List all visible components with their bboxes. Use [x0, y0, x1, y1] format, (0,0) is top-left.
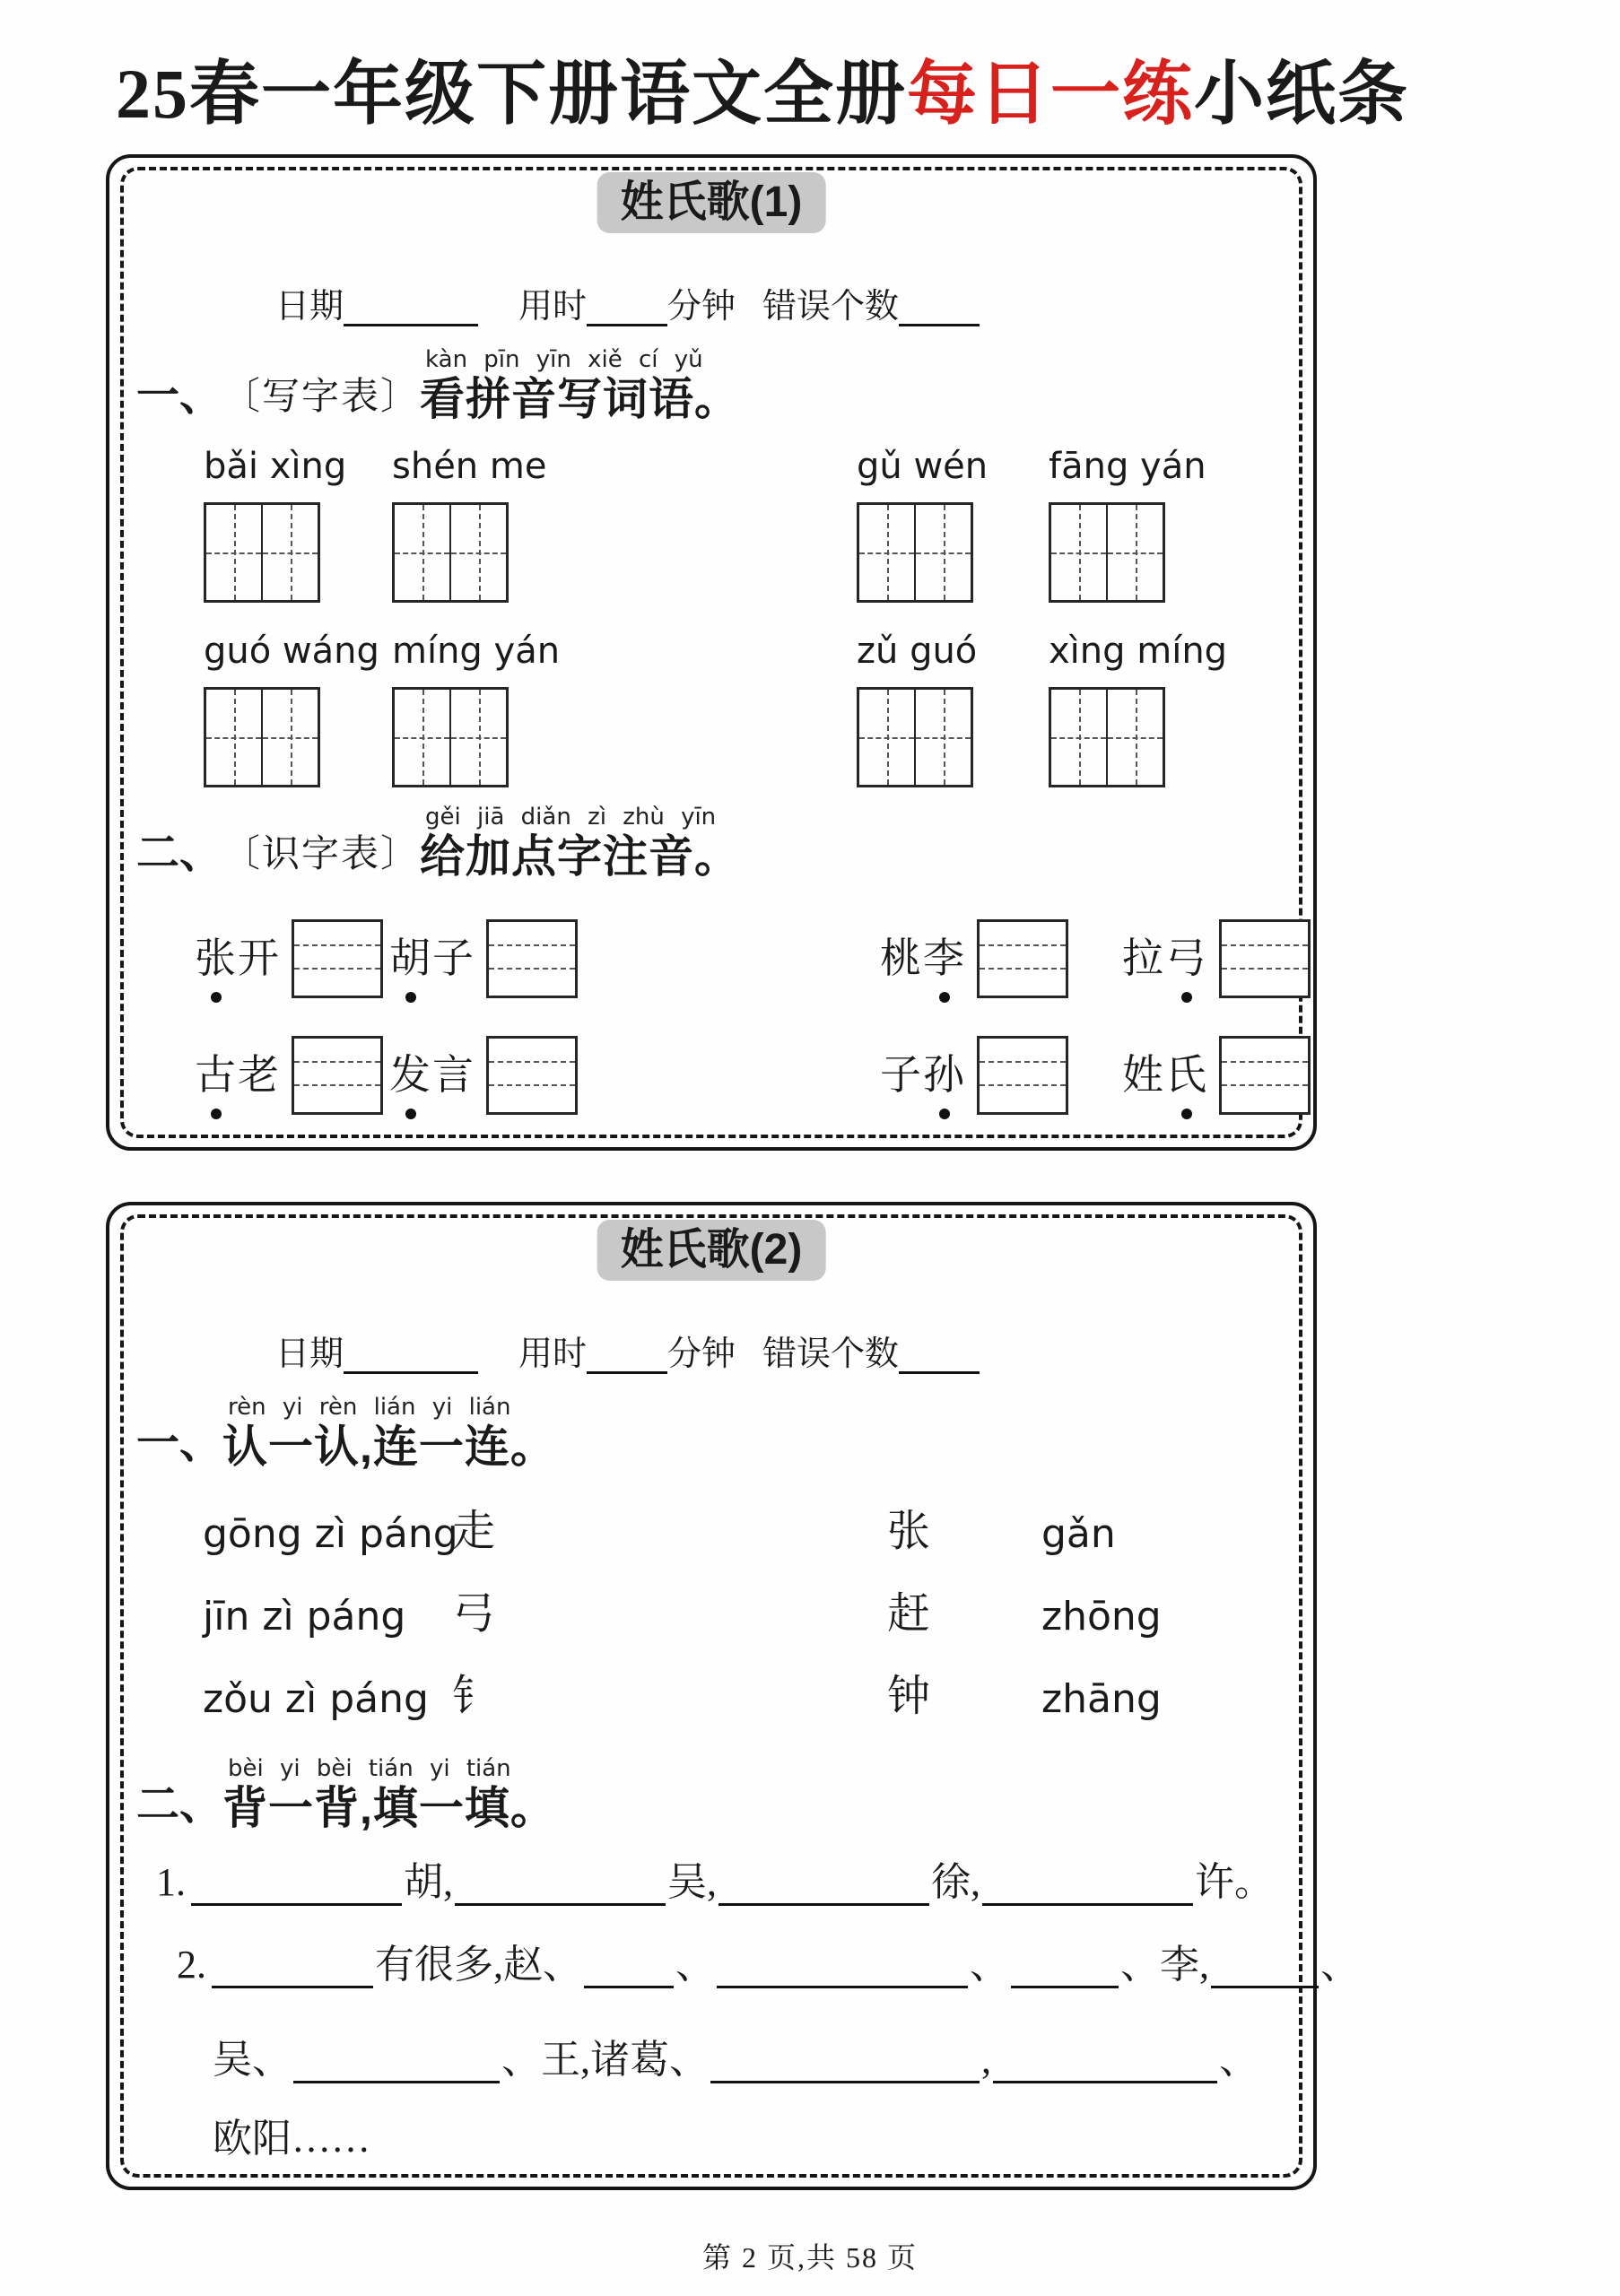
fill-blank	[1211, 1975, 1319, 1988]
pinyin-answer-box	[292, 1036, 383, 1115]
time-label: 用时	[518, 1335, 588, 1373]
writing-grid	[1049, 687, 1165, 787]
title-segment-suffix: 小纸条	[1194, 55, 1410, 133]
fill-blank	[993, 2070, 1217, 2083]
section-tag: 〔写字表〕	[222, 377, 421, 418]
writing-grid	[392, 502, 509, 603]
grid-cell	[395, 505, 449, 600]
match-radical: 走	[452, 1508, 496, 1555]
pinyin-answer-box	[292, 919, 383, 998]
fill-text: 、	[675, 1943, 715, 1987]
section-pinyin: gěi jiā diǎn zì zhù yīn	[425, 804, 717, 831]
time-blank	[587, 1362, 667, 1374]
annotate-item	[1122, 1035, 1311, 1116]
match-character: 赶	[887, 1590, 931, 1638]
pinyin-word-cell	[392, 631, 561, 787]
grid-cell	[261, 505, 318, 600]
fill-text: 、李,	[1120, 1943, 1209, 1987]
match-reading: zhāng	[1041, 1676, 1162, 1722]
pinyin-word-cell	[392, 446, 547, 603]
annotate-item	[389, 1035, 578, 1116]
page-title	[90, 38, 1435, 138]
pinyin-word: zǔ guó	[857, 631, 978, 672]
grid-cell	[206, 505, 261, 600]
section-pinyin: rèn yi rèn lián yi lián	[228, 1394, 511, 1421]
annotate-char: 言	[432, 1052, 475, 1098]
pinyin-word-cell	[1049, 446, 1206, 603]
fill-line-2b	[213, 2038, 1259, 2083]
fill-blank	[1011, 1975, 1119, 1988]
pinyin-answer-box	[486, 919, 578, 998]
fill-blank	[719, 1892, 929, 1906]
page-footer: 第 2 页,共 58 页	[701, 2241, 918, 2274]
pinyin-word-cell	[204, 631, 379, 787]
fill-line-2c	[213, 2117, 370, 2162]
section-pinyin: kàn pīn yīn xiě cí yǔ	[425, 346, 703, 373]
errors-label: 错误个数	[762, 288, 900, 326]
title-segment-highlight: 每日一练	[906, 55, 1194, 133]
fill-text: 有很多,赵、	[375, 1943, 582, 1987]
errors-label: 错误个数	[762, 1335, 900, 1373]
date-blank	[344, 315, 478, 326]
fill-text: 胡,	[404, 1860, 453, 1904]
fill-text: 、	[1320, 1943, 1360, 1987]
grid-cell	[449, 690, 506, 785]
grid-cell	[859, 690, 914, 785]
writing-grid	[204, 687, 320, 787]
section-pinyin: bèi yi bèi tián yi tián	[228, 1755, 511, 1782]
annotate-char: 拉	[1122, 935, 1165, 981]
grid-cell	[395, 690, 449, 785]
fill-text: 徐,	[931, 1860, 980, 1904]
grid-cell	[206, 690, 261, 785]
card2-title-badge: 姓氏歌(2)	[597, 1220, 826, 1281]
annotate-char: 李	[923, 935, 966, 981]
match-character: 张	[887, 1508, 931, 1555]
item-number: 2.	[177, 1943, 206, 1987]
match-radical: 弓	[452, 1590, 496, 1638]
section-number: 一、	[136, 1420, 223, 1467]
fill-text: 、王,诸葛、	[501, 2038, 709, 2082]
annotate-char: 子	[880, 1052, 923, 1098]
annotate-char: 桃	[880, 935, 923, 981]
annotate-char: 胡	[389, 935, 432, 981]
annotate-char: 氏	[1165, 1052, 1208, 1098]
annotate-char: 姓	[1122, 1052, 1165, 1098]
grid-cell	[1051, 505, 1106, 600]
section-title: 给加点字注音。	[420, 831, 741, 882]
section-number: 二、	[136, 1781, 223, 1829]
annotate-char: 古	[195, 1052, 238, 1098]
pinyin-word: míng yán	[392, 631, 561, 672]
section-title: 认一认,连一连。	[222, 1422, 556, 1472]
card1-title-badge: 姓氏歌(1)	[597, 172, 826, 233]
section-heading-1	[136, 348, 740, 422]
annotate-char: 子	[432, 935, 475, 981]
fill-text: 、	[970, 1943, 1009, 1987]
writing-grid	[857, 687, 973, 787]
grid-cell	[914, 505, 971, 600]
pinyin-word: shén me	[392, 446, 547, 487]
match-radical: 钅	[452, 1673, 496, 1720]
match-pinyin-name: jīn zì páng	[203, 1594, 406, 1639]
date-blank	[344, 1362, 478, 1374]
section-heading-2	[136, 804, 741, 882]
writing-grid	[392, 687, 509, 787]
match-character: 钟	[887, 1673, 931, 1720]
worksheet-card-2	[106, 1202, 1360, 2190]
fill-blank	[191, 1892, 402, 1906]
fill-text: ,	[981, 2038, 991, 2082]
match-pinyin-name: gōng zì páng	[203, 1511, 458, 1557]
section-tag: 〔识字表〕	[222, 834, 421, 875]
date-label: 日期	[275, 1335, 344, 1373]
item-number: 1.	[156, 1860, 186, 1904]
annotate-item	[1122, 918, 1311, 999]
grid-cell	[914, 690, 971, 785]
fill-line-2a	[177, 1943, 1360, 1988]
pinyin-answer-box	[977, 1036, 1068, 1115]
pinyin-word-cell	[204, 446, 347, 603]
fill-blank	[717, 1975, 968, 1988]
fill-text: 、	[1219, 2038, 1259, 2082]
grid-cell	[1106, 505, 1163, 600]
section-number: 二、	[136, 830, 223, 877]
pinyin-word-cell	[857, 631, 978, 787]
annotate-char: 发	[389, 1052, 432, 1098]
match-reading: zhōng	[1041, 1594, 1162, 1639]
grid-cell	[1106, 690, 1163, 785]
annotate-item	[195, 1035, 383, 1116]
fill-line-1	[156, 1860, 1274, 1906]
writing-grid	[857, 502, 973, 603]
date-label: 日期	[275, 288, 344, 326]
pinyin-word: bǎi xìng	[204, 446, 347, 487]
section-heading-1	[136, 1394, 556, 1472]
pinyin-answer-box	[486, 1036, 578, 1115]
pinyin-word: xìng míng	[1049, 631, 1228, 672]
pinyin-word: fāng yán	[1049, 446, 1206, 487]
section-heading-2	[136, 1757, 556, 1831]
annotate-char: 张	[195, 935, 238, 981]
annotate-item	[195, 918, 383, 999]
fill-text: 吴,	[667, 1860, 717, 1904]
fill-text: 许。	[1195, 1860, 1274, 1904]
pinyin-word-cell	[1049, 631, 1228, 787]
errors-blank	[899, 315, 980, 326]
match-pinyin-name: zǒu zì páng	[203, 1676, 429, 1722]
grid-cell	[859, 505, 914, 600]
pinyin-word: guó wáng	[204, 631, 379, 672]
annotate-item	[389, 918, 578, 999]
fill-blank	[212, 1975, 373, 1988]
annotate-char: 老	[238, 1052, 281, 1098]
annotate-item	[880, 1035, 1068, 1116]
errors-blank	[899, 1362, 980, 1374]
pinyin-answer-box	[1219, 1036, 1311, 1115]
meta-row	[275, 1336, 980, 1374]
section-number: 一、	[136, 372, 223, 420]
grid-cell	[1051, 690, 1106, 785]
fill-blank	[710, 2070, 980, 2083]
fill-blank	[584, 1975, 674, 1988]
grid-cell	[449, 505, 506, 600]
fill-blank	[293, 2070, 500, 2083]
writing-grid	[204, 502, 320, 603]
time-blank	[587, 315, 667, 326]
minutes-label: 分钟	[667, 288, 736, 326]
section-title: 背一背,填一填。	[222, 1783, 556, 1833]
time-label: 用时	[518, 288, 588, 326]
pinyin-answer-box	[1219, 919, 1311, 998]
title-segment-prefix: 25春一年级下册语文全册	[115, 55, 907, 133]
match-reading: gǎn	[1041, 1511, 1116, 1557]
annotate-item	[880, 918, 1068, 999]
fill-blank	[455, 1892, 666, 1906]
grid-cell	[261, 690, 318, 785]
section-title: 看拼音写词语。	[420, 374, 741, 424]
annotate-char: 弓	[1165, 935, 1208, 981]
annotate-char: 孙	[923, 1052, 966, 1098]
fill-text: 吴、	[213, 2038, 292, 2082]
fill-text: 欧阳……	[213, 2117, 370, 2161]
annotate-char: 开	[238, 935, 281, 981]
minutes-label: 分钟	[667, 1335, 736, 1373]
fill-blank	[982, 1892, 1193, 1906]
pinyin-word-cell	[857, 446, 989, 603]
pinyin-word: gǔ wén	[857, 446, 989, 487]
writing-grid	[1049, 502, 1165, 603]
pinyin-answer-box	[977, 919, 1068, 998]
worksheet-card-1	[106, 154, 1317, 1151]
meta-row	[275, 289, 980, 326]
